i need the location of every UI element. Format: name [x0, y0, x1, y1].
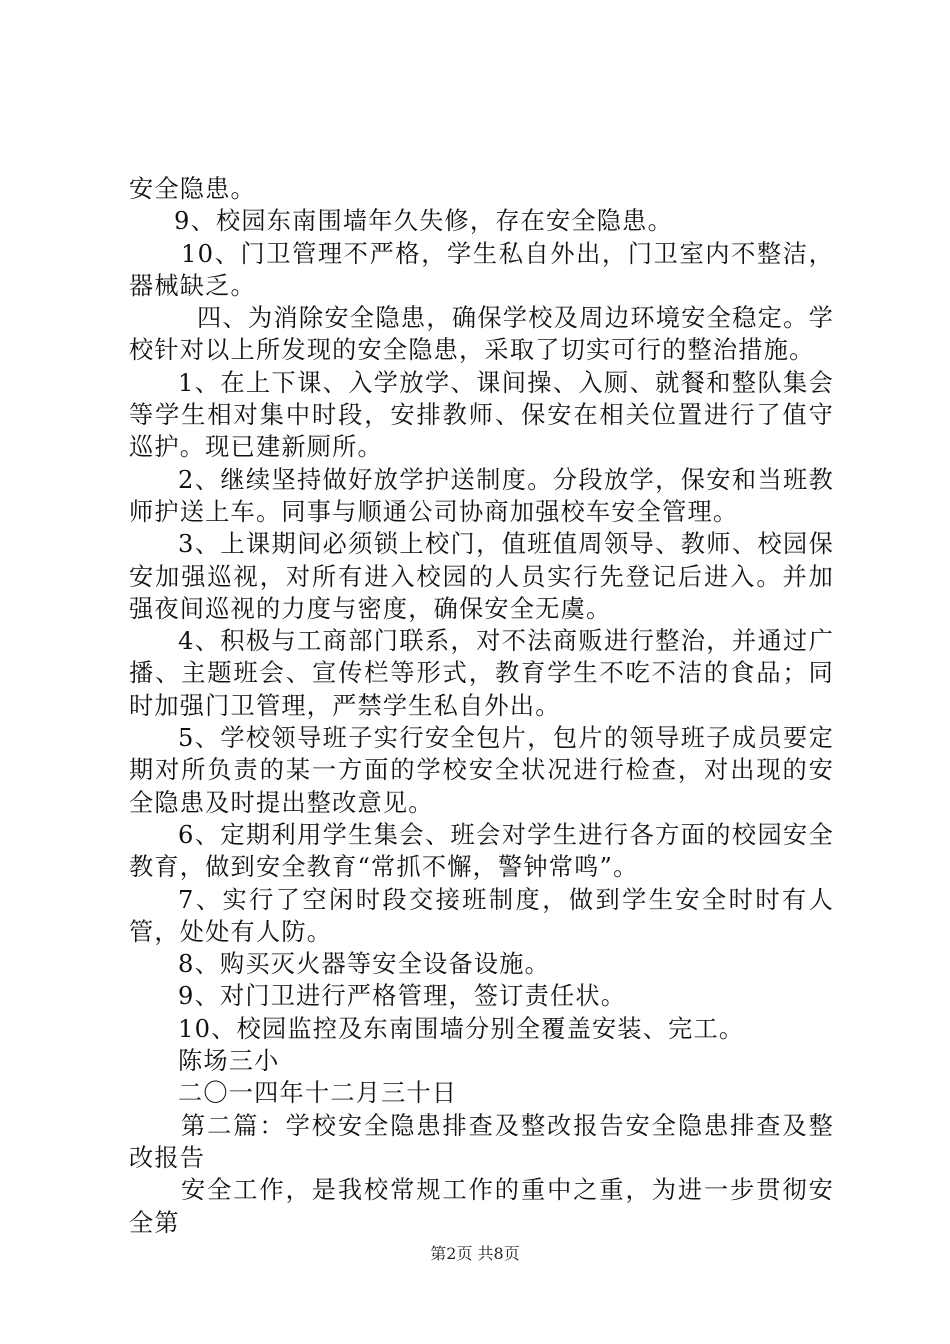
paragraph: 10、门卫管理不严格，学生私自外出，门卫室内不整洁，器械缺乏。	[129, 239, 834, 300]
paragraph: 安全隐患。	[129, 175, 256, 203]
document-body	[129, 173, 834, 1239]
paragraph: 安全工作，是我校常规工作的重中之重，为进一步贯彻安全第	[129, 1176, 834, 1237]
paragraph: 1、在上下课、入学放学、课间操、入厕、就餐和整队集会等学生相对集中时段，安排教师、保安在相关位置进行了值守巡护。现已建新厕所。	[129, 368, 834, 462]
paragraph: 四、为消除安全隐患，确保学校及周边环境安全稳定。学校针对以上所发现的安全隐患，采取了切实可行的整治措施。	[129, 304, 834, 365]
page-footer: 第2页 共8页	[430, 1244, 520, 1263]
paragraph: 4、积极与工商部门联系，对不法商贩进行整治，并通过广播、主题班会、宣传栏等形式，教育学生不吃不洁的食品；同时加强门卫管理，严禁学生私自外出。	[129, 627, 834, 720]
paragraph: 2、继续坚持做好放学护送制度。分段放学，保安和当班教师护送上车。同事与顺通公司协商加强校车安全管理。	[129, 465, 834, 526]
paragraph: 9、对门卫进行严格管理，签订责任状。	[178, 982, 627, 1011]
paragraph: 二〇一四年十二月三十日	[178, 1079, 458, 1108]
paragraph: 10、校园监控及东南围墙分别全覆盖安装、完工。	[178, 1014, 745, 1043]
paragraph: 9、校园东南围墙年久失修，存在安全隐患。	[174, 207, 673, 236]
paragraph: 6、定期利用学生集会、班会对学生进行各方面的校园安全教育，做到安全教育“常抓不懈，警钟常鸣”。	[129, 820, 834, 882]
paragraph: 第二篇：学校安全隐患排查及整改报告安全隐患排查及整改报告	[129, 1111, 834, 1172]
paragraph: 8、购买灭火器等安全设备设施。	[178, 950, 551, 979]
paragraph: 3、上课期间必须锁上校门，值班值周领导、教师、校园保安加强巡视，对所有进入校园的人员实行先登记后进入。并加强夜间巡视的力度与密度，确保安全无虞。	[129, 530, 834, 623]
paragraph: 5、学校领导班子实行安全包片，包片的领导班子成员要定期对所负责的某一方面的学校安全状况进行检查，对出现的安全隐患及时提出整改意见。	[129, 724, 834, 817]
paragraph: 陈场三小	[178, 1047, 280, 1076]
paragraph: 7、实行了空闲时段交接班制度，做到学生安全时时有人管，处处有人防。	[129, 885, 834, 946]
